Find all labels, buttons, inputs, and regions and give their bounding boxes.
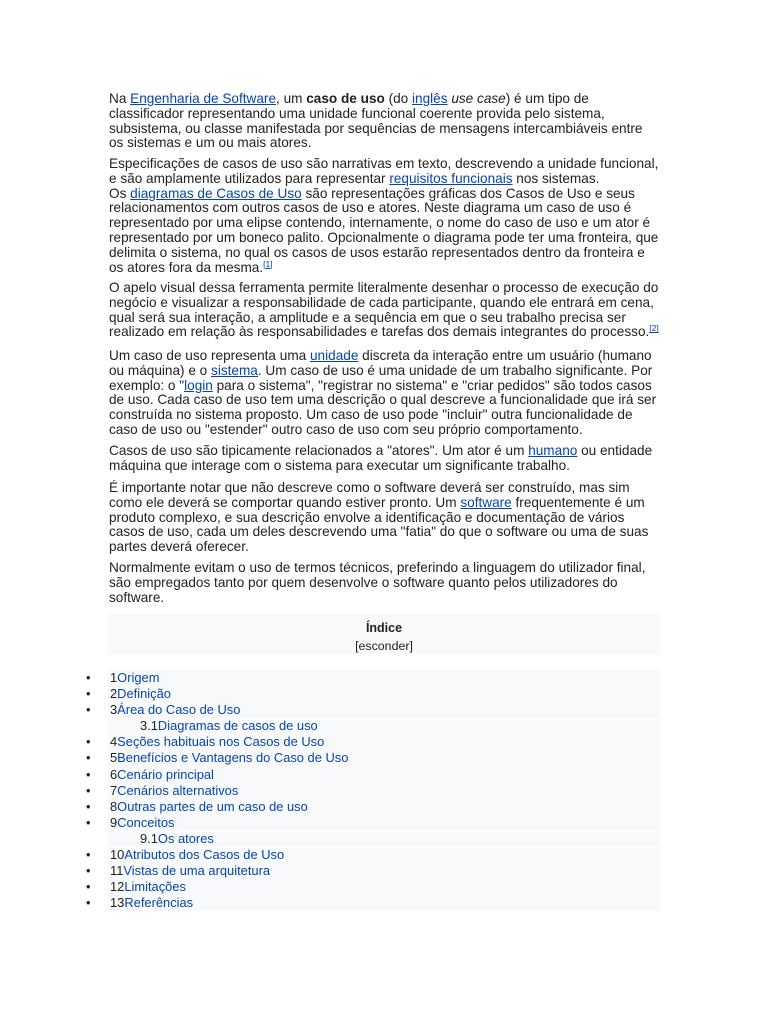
text-line: casos de uso, cada um deles descrevendo uma "fatia" do que o software ou uma de suas	[109, 524, 649, 540]
text-line: representado por uma elipse contendo, internamente, o nome do caso de uso e um ator é	[109, 215, 651, 231]
toc-item-label[interactable]: Cenários alternativos	[117, 782, 239, 798]
reference-link-2[interactable]: [2]	[649, 323, 659, 334]
text-line: negócio e visualizar a responsabilidade de cada participante, quando ele entrará em cena,	[109, 294, 654, 310]
bullet-marker: •	[86, 670, 91, 685]
toc-item-atributos[interactable]	[0, 847, 768, 863]
toc-item-label[interactable]: Definição	[117, 686, 171, 702]
toc-item-number: 10	[110, 847, 125, 863]
toc-item-number: 9	[110, 814, 118, 830]
text-line: partes deverá oferecer.	[109, 539, 249, 555]
paragraph-visual-appeal	[109, 281, 665, 340]
toc-item-label[interactable]: Conceitos	[117, 814, 175, 830]
line-text: ) é um tipo de	[505, 91, 589, 106]
line-text: frequentemente é um	[511, 494, 645, 510]
text-line: relacionamentos com outros casos de uso e atores. Neste diagrama um caso de uso é	[109, 200, 632, 216]
toc-item-definicao[interactable]	[0, 686, 768, 702]
text-line: de uso. Cada caso de uso tem uma descrição o qual descreve a funcionalidade que irá ser	[109, 392, 657, 408]
toc-item-cell[interactable]	[108, 702, 660, 718]
toc-item-label[interactable]: Área do Caso de Uso	[117, 702, 241, 718]
toc-item-number: 8	[110, 798, 118, 814]
link-login[interactable]: login	[184, 377, 213, 393]
toc-subitem-os-atores[interactable]	[0, 831, 768, 847]
bullet-marker: •	[86, 879, 91, 895]
toc-item-number: 4	[110, 734, 118, 750]
toc-item-cenario-principal[interactable]	[0, 767, 768, 783]
text-line: qual será sua interação, a amplitude e a sequência em que o seu trabalho precisa ser	[109, 309, 626, 325]
reference-marker	[263, 259, 272, 269]
toc-item-label[interactable]: Limitações	[124, 879, 186, 895]
bullet-marker: •	[86, 895, 91, 911]
toc-item-number: 3.1	[140, 718, 158, 734]
toc-header	[108, 614, 660, 654]
toc-item-number: 11	[110, 863, 124, 879]
toc-subitem-diagramas-de-casos-de-uso[interactable]	[0, 718, 768, 734]
bullet-marker: •	[86, 686, 91, 702]
line-text: realizado em relação às responsabilidades e tarefas dos demais integrantes do processo.	[109, 324, 650, 340]
text-line: classificador representando uma unidade funcional coerente provida pelo sistema,	[109, 105, 605, 121]
toc-list	[0, 670, 768, 911]
toc-item-label[interactable]: Origem	[117, 670, 160, 685]
text-line	[109, 444, 665, 459]
text-line	[109, 187, 665, 202]
paragraph-terminology	[109, 561, 665, 605]
toc-item-cell[interactable]	[108, 670, 660, 686]
bullet-marker: •	[86, 766, 91, 782]
text-line	[109, 258, 665, 276]
toc-title: Índice	[365, 621, 403, 635]
paragraph-specifications	[109, 157, 665, 275]
text-line: Normalmente evitam o uso de termos técnicos, preferindo a linguagem do utilizador final,	[109, 560, 646, 575]
toc-item-cell[interactable]	[108, 783, 660, 799]
toc-item-label[interactable]: Referências	[124, 895, 194, 911]
text-line	[109, 496, 665, 511]
toc-item-cell[interactable]	[108, 831, 660, 847]
toc-item-limitacoes[interactable]	[0, 879, 768, 895]
toc-item-label[interactable]: Benefícios e Vantagens do Caso de Uso	[117, 750, 349, 766]
toc-item-cell[interactable]	[108, 895, 660, 911]
line-text: são representações gráficas dos Casos de Uso e seus	[301, 185, 635, 201]
text-line	[109, 172, 665, 187]
toc-item-number: 6	[110, 766, 118, 782]
text-line: produto complexo, e sua descrição envolve a identificação e documentação de vários	[109, 509, 625, 525]
line-text: nos sistemas.	[512, 170, 600, 186]
toc-item-origem[interactable]	[0, 670, 768, 686]
toc-hide-toggle[interactable]: [esconder]	[355, 639, 413, 653]
bullet-marker: •	[86, 782, 91, 798]
link-unidade[interactable]: unidade	[310, 348, 359, 363]
toc-item-cell[interactable]	[108, 799, 660, 815]
toc-item-label[interactable]: Outras partes de um caso de uso	[117, 798, 308, 814]
line-text: ou entidade	[577, 443, 653, 458]
link-sistema[interactable]: sistema	[211, 362, 258, 378]
toc-item-label[interactable]: Cenário principal	[117, 766, 214, 782]
line-text: e são amplamente utilizados para representar	[109, 170, 390, 186]
text-line	[109, 92, 665, 107]
line-text: Casos de uso são tipicamente relacionados a "atores". Um ator é um	[109, 443, 529, 458]
bullet-marker: •	[86, 702, 91, 718]
toc-item-label[interactable]: Diagramas de casos de uso	[157, 718, 318, 734]
line-text: ou máquina) e o	[109, 362, 212, 378]
link-humano[interactable]: humano	[528, 443, 578, 458]
text-line: Especificações de casos de uso são narrativas em texto, descrevendo a unidade funcional,	[109, 156, 659, 171]
toc-item-cell[interactable]	[108, 767, 660, 783]
text-line	[109, 379, 665, 394]
toc-item-outras-partes[interactable]	[0, 799, 768, 815]
toc-item-number: 7	[110, 782, 118, 798]
link-engenharia-de-software[interactable]: Engenharia de Software	[130, 91, 277, 106]
text-line: os sistemas e um ou mais atores.	[109, 135, 312, 151]
text-line	[109, 325, 665, 340]
toc-item-number: 5	[110, 750, 118, 766]
toc-item-cell[interactable]	[108, 686, 660, 702]
toc-item-label[interactable]: Seções habituais nos Casos de Uso	[117, 734, 325, 750]
line-text: Um caso de uso representa uma	[109, 348, 310, 363]
bullet-marker: •	[86, 750, 91, 766]
line-text: , um	[276, 91, 307, 106]
toc-item-cell[interactable]	[108, 734, 660, 750]
term-use-case: use case	[451, 91, 506, 106]
toc-item-cell[interactable]	[108, 847, 660, 863]
toc-item-cenarios-alternativos[interactable]	[0, 783, 768, 799]
paragraph-behavior	[109, 481, 665, 555]
toc-item-vistas-de-uma-arquitetura[interactable]	[0, 863, 768, 879]
text-line: caso de uso ou "estender" outro caso de uso com seu próprio comportamento.	[109, 421, 583, 437]
toc-item-conceitos[interactable]	[0, 815, 768, 831]
line-text: para o sistema", "registrar no sistema" e "criar pedidos" são todos casos	[212, 377, 652, 393]
link-ingles[interactable]: inglês	[412, 91, 448, 106]
paragraph-definition	[109, 92, 665, 151]
text-line: são empregados tanto por quem desenvolve o software quanto pelos utilizadores do	[109, 574, 618, 590]
text-line: O apelo visual dessa ferramenta permite literalmente desenhar o processo de execução do	[109, 280, 659, 295]
toc-item-area-do-caso-de-uso[interactable]	[0, 702, 768, 718]
line-text: como ele deverá se comportar quando estiver pronto. Um	[109, 494, 461, 510]
text-line: máquina que interage com o sistema para executar um significante trabalho.	[109, 457, 570, 473]
toc-item-cell[interactable]	[108, 718, 660, 734]
toc-item-label[interactable]: Os atores	[157, 830, 214, 846]
line-text: (do	[384, 91, 413, 106]
toc-item-beneficios-e-vantagens[interactable]	[0, 750, 768, 766]
line-text: exemplo: o "	[109, 377, 185, 393]
text-line: construída no sistema proposto. Um caso de uso pode "incluir" outra funcionalidade de	[109, 407, 633, 423]
text-line: software.	[109, 589, 165, 605]
toc-item-secoes-habituais[interactable]	[0, 734, 768, 750]
bullet-marker: •	[86, 798, 91, 814]
link-software[interactable]: software	[460, 494, 512, 510]
toc-item-label[interactable]: Atributos dos Casos de Uso	[124, 847, 285, 863]
bullet-marker: •	[86, 847, 91, 863]
toc-item-number: 1	[110, 670, 118, 685]
line-text: . Um caso de uso é uma unidade de um trabalho significante. Por	[257, 362, 653, 378]
reference-marker	[649, 323, 658, 333]
toc-item-number: 12	[110, 879, 125, 895]
text-line: delimita o sistema, no qual os casos de usos estarão representados dentro da fronteira e	[109, 244, 645, 260]
bullet-marker: •	[86, 814, 91, 830]
line-text: os atores fora da mesma.	[109, 259, 264, 275]
text-line: representado por um boneco palito. Opcionalmente o diagrama pode ter uma fronteira, que	[109, 229, 659, 245]
text-line: subsistema, ou classe manifestada por sequências de mensagens intercambiáveis entre	[109, 120, 643, 136]
paragraph-actors	[109, 444, 665, 474]
toc-item-cell[interactable]	[108, 815, 660, 831]
toc-item-number: 13	[110, 895, 125, 911]
bullet-marker: •	[86, 734, 91, 750]
toc-item-number: 3	[110, 702, 118, 718]
toc-item-label[interactable]: Vistas de uma arquitetura	[123, 863, 271, 879]
toc-item-referencias[interactable]	[0, 895, 768, 911]
text-line	[109, 364, 665, 379]
line-text: discreta da interação entre um usuário (humano	[358, 348, 652, 363]
toc-item-cell[interactable]	[108, 863, 660, 879]
term-caso-de-uso: caso de uso	[306, 91, 385, 106]
reference-link-1[interactable]: [1]	[263, 258, 273, 269]
toc-item-cell[interactable]	[108, 879, 660, 895]
toc-item-number: 9.1	[140, 830, 158, 846]
text-line	[109, 349, 665, 364]
line-text: Na	[109, 91, 131, 106]
bullet-marker: •	[86, 863, 91, 879]
text-line: É importante notar que não descreve como o software deverá ser construído, mas sim	[109, 480, 630, 495]
link-diagramas-de-casos-de-uso[interactable]: diagramas de Casos de Uso	[130, 185, 302, 201]
line-text: Os	[109, 185, 131, 201]
toc-item-cell[interactable]	[108, 750, 660, 766]
link-requisitos-funcionais[interactable]: requisitos funcionais	[389, 170, 513, 186]
toc-item-number: 2	[110, 686, 118, 702]
paragraph-unit-of-interaction	[109, 349, 665, 438]
